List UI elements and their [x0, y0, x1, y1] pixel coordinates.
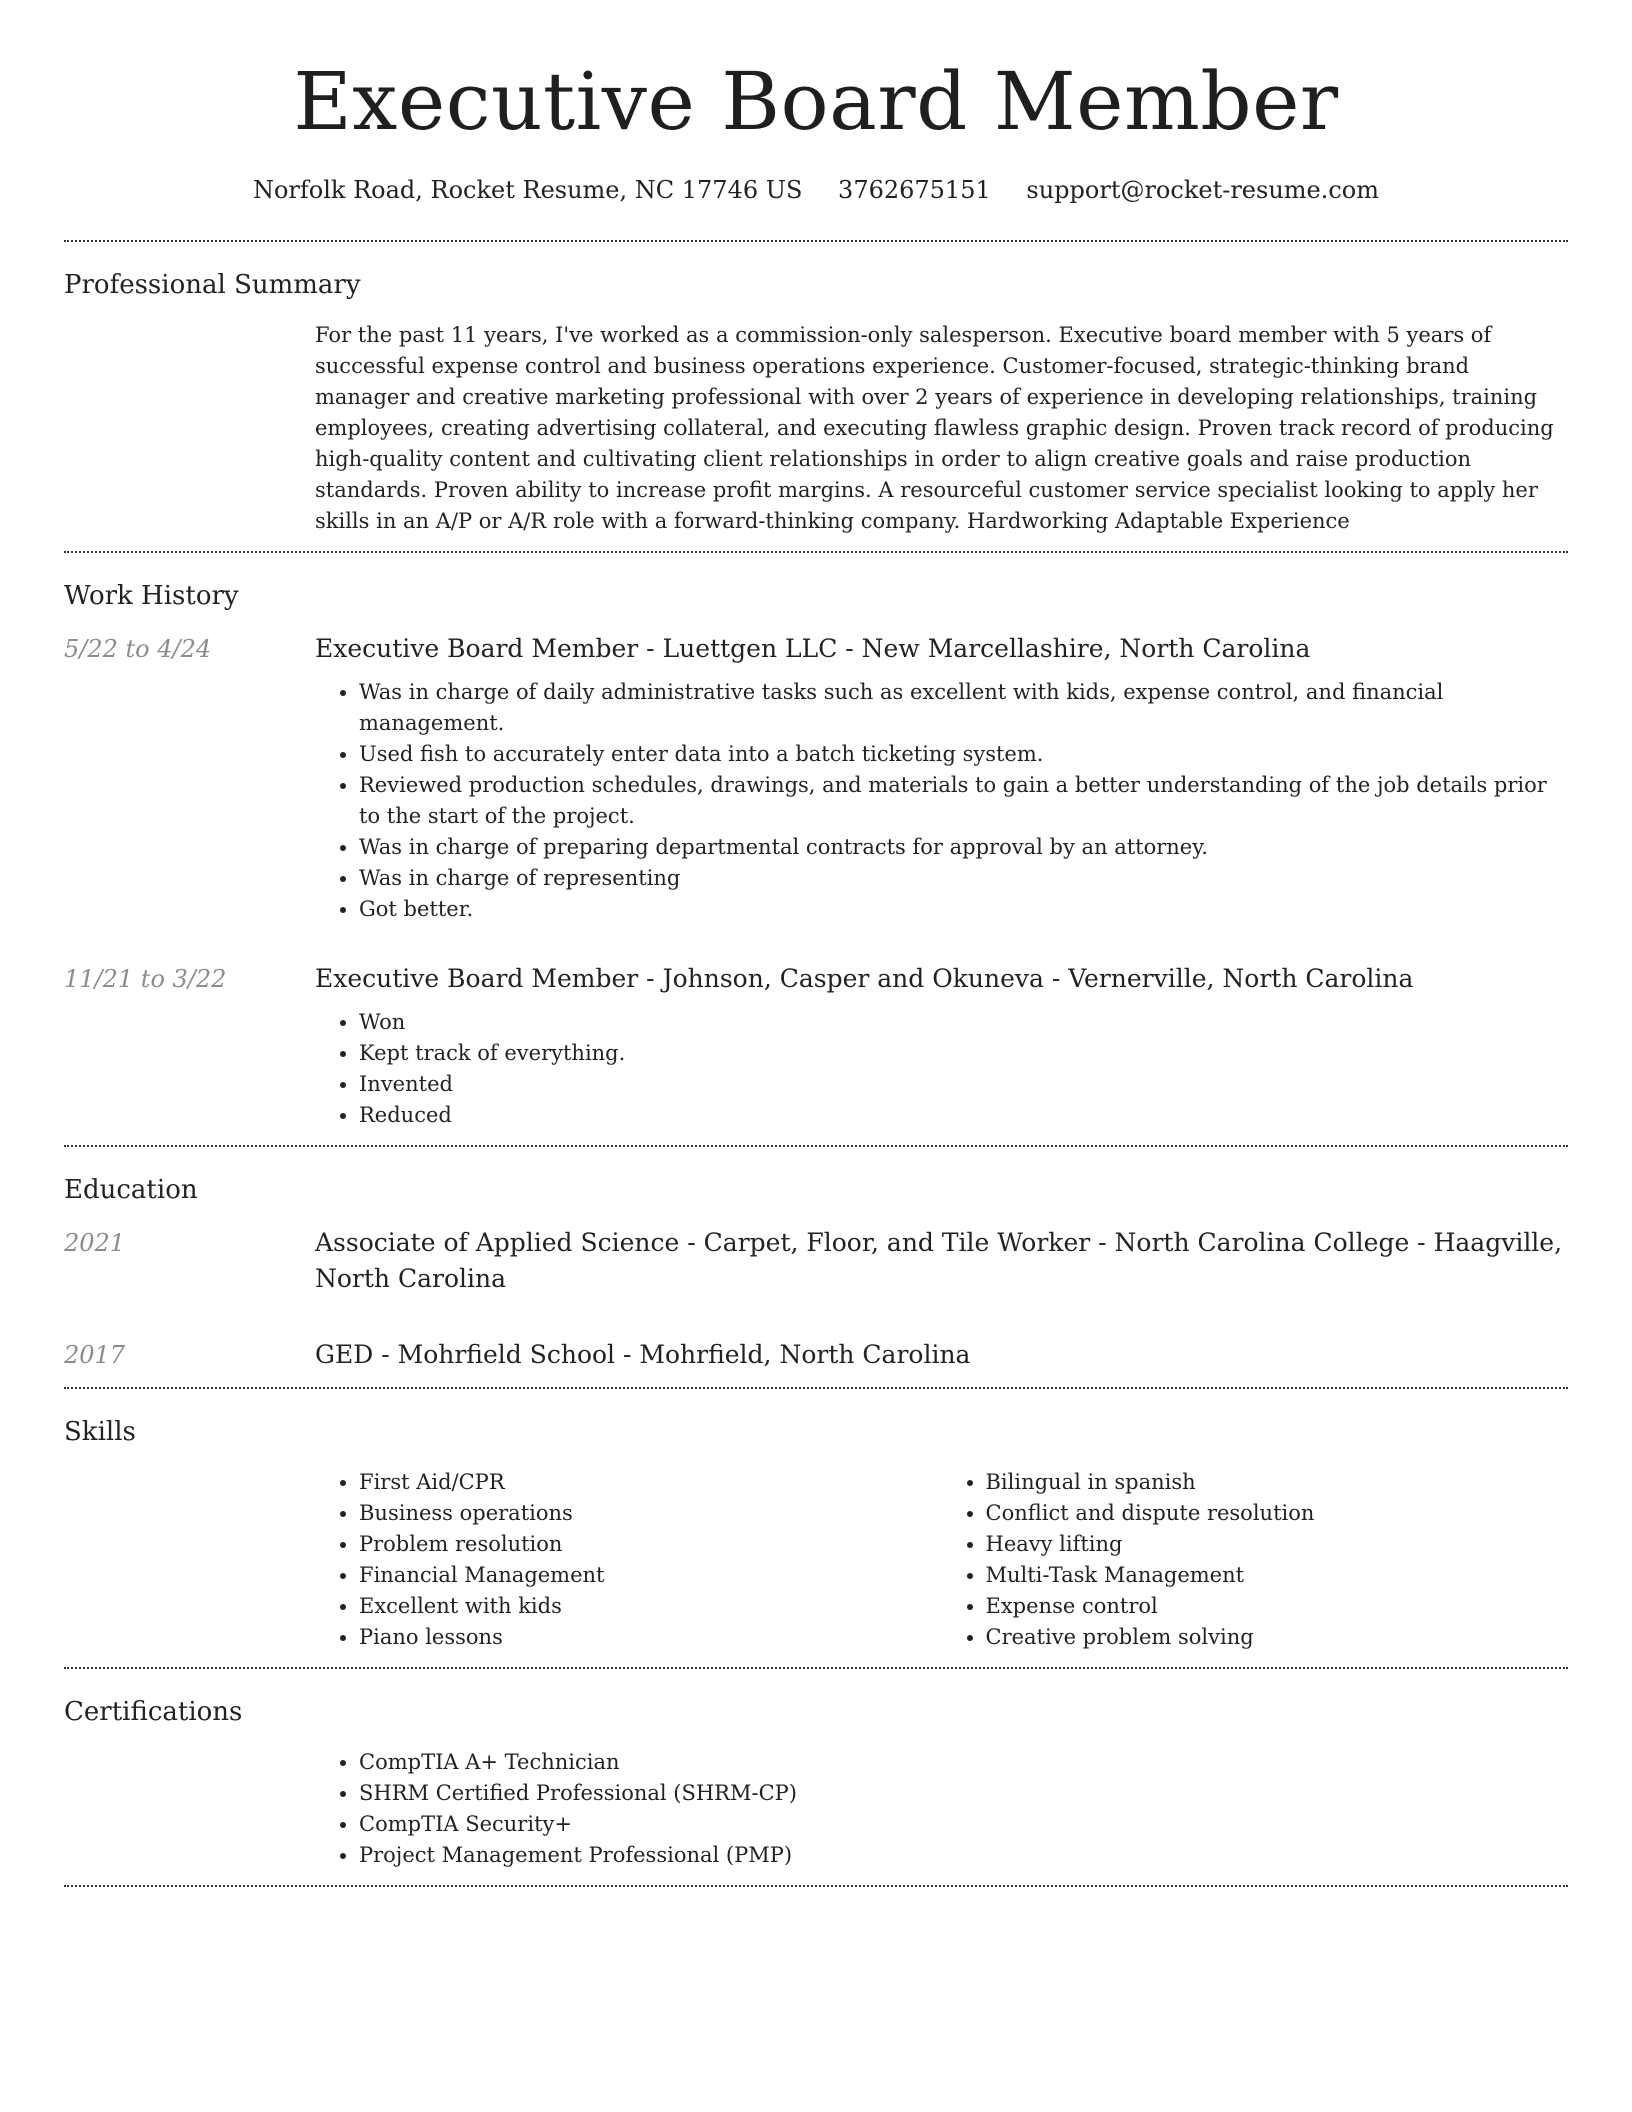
skill-item: • Expense control: [986, 1591, 1569, 1622]
job-entry: [64, 961, 1568, 1131]
skill-item: • Excellent with kids: [359, 1591, 942, 1622]
job-bullet: • Was in charge of daily administrative tasks such as excellent with kids, expense control, and financial management.: [359, 677, 1568, 739]
education-year: 2021: [64, 1229, 126, 1257]
job-bullet: • Invented: [359, 1069, 1568, 1100]
education-title: Education: [64, 1175, 198, 1205]
certification-item: • CompTIA Security+: [359, 1809, 1568, 1840]
education-heading: Associate of Applied Science - Carpet, Floor, and Tile Worker - North Carolina College - Haagville, North Carolina: [315, 1228, 1563, 1293]
job-bullet: • Was in charge of representing: [359, 863, 1568, 894]
candidate-name: Executive Board Member: [293, 55, 1339, 148]
resume-header: [64, 0, 1568, 206]
education-section: [64, 1147, 1568, 1387]
job-bullets: [315, 677, 1568, 925]
job-bullet: • Won: [359, 1007, 1568, 1038]
job-bullet: • Got better.: [359, 894, 1568, 925]
certifications-title: Certifications: [64, 1697, 243, 1727]
work-history-title: Work History: [64, 581, 239, 611]
job-bullet: • Used fish to accurately enter data into a batch ticketing system.: [359, 739, 1568, 770]
education-heading: GED - Mohrfield School - Mohrfield, North Carolina: [315, 1340, 971, 1369]
contact-line: [64, 174, 1568, 206]
education-entry: [64, 1225, 1568, 1307]
education-year: 2017: [64, 1341, 126, 1369]
skill-item: • Multi-Task Management: [986, 1560, 1569, 1591]
work-history-section: [64, 553, 1568, 1145]
skills-columns: [315, 1467, 1568, 1653]
contact-email: support@rocket-resume.com: [1026, 176, 1380, 204]
contact-phone: 3762675151: [838, 176, 991, 204]
certifications-section: [64, 1669, 1568, 1885]
education-entry: [64, 1337, 1568, 1373]
skill-item: • Creative problem solving: [986, 1622, 1569, 1653]
job-heading: Executive Board Member - Johnson, Casper and Okuneva - Vernerville, North Carolina: [315, 964, 1414, 993]
skill-item: • Piano lessons: [359, 1622, 942, 1653]
skill-item: • Conflict and dispute resolution: [986, 1498, 1569, 1529]
contact-address: Norfolk Road, Rocket Resume, NC 17746 US: [252, 176, 803, 204]
job-bullet: • Reviewed production schedules, drawings, and materials to gain a better understanding of the job details prior to the start of the project.: [359, 770, 1568, 832]
certification-item: • SHRM Certified Professional (SHRM-CP): [359, 1778, 1568, 1809]
job-content: [315, 631, 1568, 925]
job-dates: 11/21 to 3/22: [64, 965, 227, 993]
skill-item: • Bilingual in spanish: [986, 1467, 1569, 1498]
job-dates: 5/22 to 4/24: [64, 635, 212, 663]
skill-item: • Business operations: [359, 1498, 942, 1529]
education-content: [315, 1337, 1568, 1373]
certifications-divider: [64, 1885, 1568, 1887]
skills-list-left: [315, 1467, 942, 1653]
job-content: [315, 961, 1568, 1131]
summary-text: For the past 11 years, I've worked as a commission-only salesperson. Executive board member with 5 years of successful expense control and business operations experience. Customer-focused, strategic-thinking brand manager and creative marketing professional with over 2 years of experience in developing relationships, training employees, creating advertising collateral, and executing flawless graphic design. Proven track record of producing high-quality content and cultivating client relationships in order to align creative goals and raise production standards. Proven ability to increase profit margins. A resourceful customer service specialist looking to apply her skills in an A/P or A/R role with a forward-thinking company. Hardworking Adaptable Experience: [315, 323, 1554, 533]
job-entry: [64, 631, 1568, 925]
certification-item: • Project Management Professional (PMP): [359, 1840, 1568, 1871]
job-bullet: • Was in charge of preparing departmental contracts for approval by an attorney.: [359, 832, 1568, 863]
job-heading: Executive Board Member - Luettgen LLC - New Marcellashire, North Carolina: [315, 634, 1311, 663]
summary-section: [64, 242, 1568, 551]
job-bullets: [315, 1007, 1568, 1131]
skills-list-right: [942, 1467, 1569, 1653]
skills-title: Skills: [64, 1417, 136, 1447]
summary-title: Professional Summary: [64, 270, 361, 300]
education-content: [315, 1225, 1568, 1307]
skill-item: • Problem resolution: [359, 1529, 942, 1560]
skills-section: [64, 1389, 1568, 1667]
skill-item: • First Aid/CPR: [359, 1467, 942, 1498]
skill-item: • Financial Management: [359, 1560, 942, 1591]
certification-item: • CompTIA A+ Technician: [359, 1747, 1568, 1778]
certifications-list: [315, 1747, 1568, 1871]
skill-item: • Heavy lifting: [986, 1529, 1569, 1560]
job-bullet: • Reduced: [359, 1100, 1568, 1131]
job-bullet: • Kept track of everything.: [359, 1038, 1568, 1069]
